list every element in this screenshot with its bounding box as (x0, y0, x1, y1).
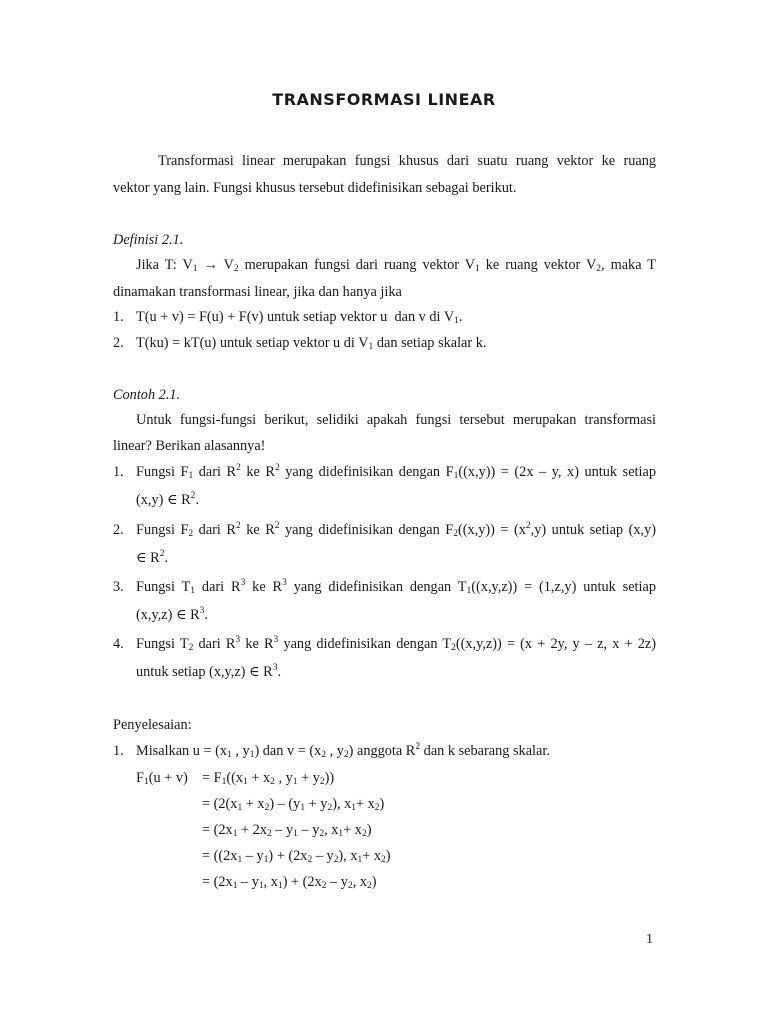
solution-heading: Penyelesaian: (113, 717, 192, 733)
example-line-1: Untuk fungsi-fungsi berikut, selidiki apakah fungsi tersebut merupakan transformasi (136, 412, 656, 428)
page-title: TRANSFORMASI LINEAR (272, 90, 496, 109)
intro-line-2: vektor yang lain. Fungsi khusus tersebut didefinisikan sebagai berikut. (113, 180, 517, 196)
equation-step-2: = ($2(x_1 + x_2) - (y_1 + y_2)$, $x_1+ x_2$) (202, 796, 385, 813)
definition-item-number-1: 1. (113, 309, 124, 325)
example-item-1-line-1: Fungsi $F_1$ dari $R^2$ ke $R^2$ yang didefinisikan dengan $F_1((x,y)) = (2x - y$, x) untuk setiap (136, 463, 656, 481)
example-item-number-3: 3. (113, 579, 124, 595)
example-item-4-line-1: Fungsi $T_2$ dari $R^3$ ke $R^3$ yang didefinisikan dengan $T_2((x,y,z)) = (x + 2y$, y – z, x + 2z) (136, 635, 657, 653)
example-heading: Contoh 2.1. (113, 387, 181, 403)
equation-lhs: $F_1(u + v)$ (136, 770, 188, 787)
example-item-2-line-1: Fungsi $F_2$ dari $R^2$ ke $R^2$ yang didefinisikan dengan $F_2((x,y)) = (x^2,y)$ untuk setiap (x,y) (136, 521, 656, 539)
example-line-2: linear? Berikan alasannya! (113, 438, 266, 454)
definition-heading: Definisi 2.1. (113, 232, 184, 248)
definition-item-2: T(ku) = kT(u) untuk setiap vektor u di $V_1$ dan setiap skalar k. (136, 335, 487, 352)
solution-intro: Misalkan $u = (x_1$ , $y_1$) dan $v = (x_2$ , $y_2$) anggota $R^2$ dan k sebarang skalar. (136, 742, 550, 760)
equation-step-4: = ($(2x_1 - y_1) + (2x_2 - y_2)$, $x_1+ x_2$) (202, 848, 391, 865)
definition-line-1: Jika T: $V_1 \to V_2$ merupakan fungsi dari ruang vektor $V_1$ ke ruang vektor $V_2$, maka T (136, 257, 656, 274)
equation-step-1: = $F_1((x_1 + x_2$ , $y_1 + y_2$)) (202, 770, 335, 787)
page-number: 1 (646, 932, 653, 947)
definition-item-number-2: 2. (113, 335, 124, 351)
equation-step-3: = ($2x_1 + 2x_2 - y_1 - y_2$, $x_1+ x_2$) (202, 822, 372, 839)
example-item-number-1: 1. (113, 464, 124, 480)
definition-item-1: T(u + v) = F(u) + F(v) untuk setiap vektor u dan v di $V_1$. (136, 309, 463, 326)
solution-item-number-1: 1. (113, 743, 124, 759)
equation-step-5: = ($2x_1 - y_1$, $x_1) + (2x_2 - y_2$, $x_2$) (202, 874, 377, 891)
example-item-number-2: 2. (113, 522, 124, 538)
example-item-number-4: 4. (113, 636, 124, 652)
example-item-4-line-2: untuk setiap (x,y,z) ∈ $R^3$. (136, 663, 282, 680)
example-item-2-line-2: ∈ $R^2$. (136, 549, 169, 566)
definition-line-2: dinamakan transformasi linear, jika dan hanya jika (113, 284, 402, 300)
example-item-3-line-1: Fungsi $T_1$ dari $R^3$ ke $R^3$ yang didefinisikan dengan $T_1((x,y,z)) = (1,z,y)$ untuk setiap (136, 578, 656, 596)
example-item-3-line-2: (x,y,z) ∈ $R^3$. (136, 606, 208, 623)
intro-line-1: Transformasi linear merupakan fungsi khusus dari suatu ruang vektor ke ruang (158, 153, 656, 169)
example-item-1-line-2: (x,y) ∈ $R^2$. (136, 491, 199, 508)
